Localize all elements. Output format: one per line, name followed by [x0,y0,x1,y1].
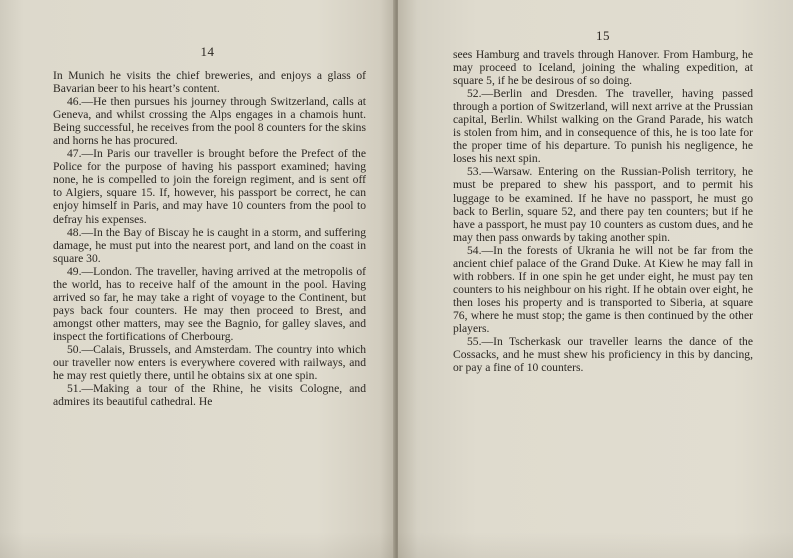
page-number-right: 15 [596,28,610,43]
paragraph: 55.—In Tscherkask our traveller learns the dance of the Cossacks, and he must shew his proficiency in this by dancing, or pay a fine of 10 counters. [453,335,753,375]
paragraph: 51.—Making a tour of the Rhine, he visits Cologne, and admires its beautiful cathedral. He [53,382,366,409]
paragraph: 53.—Warsaw. Entering on the Russian-Polish territory, he must be prepared to shew his passport, and to permit his luggage to be examined. If he have no passport, he must go back to Berlin, square 52, and there pay ten counters; but if he have a passport, he must pay 10 counters as custom dues, and he may then pass onwards by taking another spin. [453,165,753,244]
paragraph: 46.—He then pursues his journey through Switzerland, calls at Geneva, and whilst crossing the Alps engages in a chamois hunt. Being successful, he receives from the pool 8 counters for the skins and horns he has procured. [53,95,366,148]
paragraph: 52.—Berlin and Dresden. The traveller, having passed through a portion of Switzerland, will next arrive at the Prussian capital, Berlin. Whilst walking on the Grand Parade, his watch is stolen from him, and in consequence of this, he is too late for the proper time of his departure. To punish his negligence, he loses his next spin. [453,87,753,166]
paragraph: 54.—In the forests of Ukrania he will not be far from the ancient chief palace of the Grand Duke. At Kiew he may fall in with robbers. If in one spin he get under eight, he must pay ten counters to his neighbour on his right. If he obtain over eight, he then loses his property and is transported to Siberia, at square 76, where he must stop; the game is then continued by the other players. [453,243,753,335]
paragraph: 49.—London. The traveller, having arrived at the metropolis of the world, has to receive half of the amount in the pool. Having arrived so far, he may take a right of voyage to the Continent, but pays back four counters. He may then proceed to Brest, and amongst other matters, may see the Bagnio, for galley slaves, and inspect the fortifications of Cherbourg. [53,264,366,343]
paragraph: 48.—In the Bay of Biscay he is caught in a storm, and suffering damage, he must put into the nearest port, and land on the coast in square 30. [53,225,366,265]
page-number-left: 14 [200,44,215,59]
paragraph: sees Hamburg and travels through Hanover. From Hamburg, he may proceed to Iceland, joining the whaling expedition, at square 5, if he be desirous of so doing. [453,48,753,88]
left-page [0,0,396,558]
page-shadow [398,532,793,558]
page-shadow [0,532,396,558]
paragraph: 47.—In Paris our traveller is brought before the Prefect of the Police for the purpose of having his passport examined; having none, he is compelled to join the foreign regiment, and is sent off to Algiers, square 15. If, however, his passport be correct, he can enjoy himself in Paris, and may have 10 counters from the pool to defray his expenses. [53,147,366,226]
paragraph: 50.—Calais, Brussels, and Amsterdam. The country into which our traveller now enters is everywhere covered with railways, and he may rest quietly there, until he obtains six at one spin. [53,342,366,383]
right-page [398,0,793,558]
paragraph: In Munich he visits the chief breweries, and enjoys a glass of Bavarian beer to his heart’s content. [53,69,366,96]
